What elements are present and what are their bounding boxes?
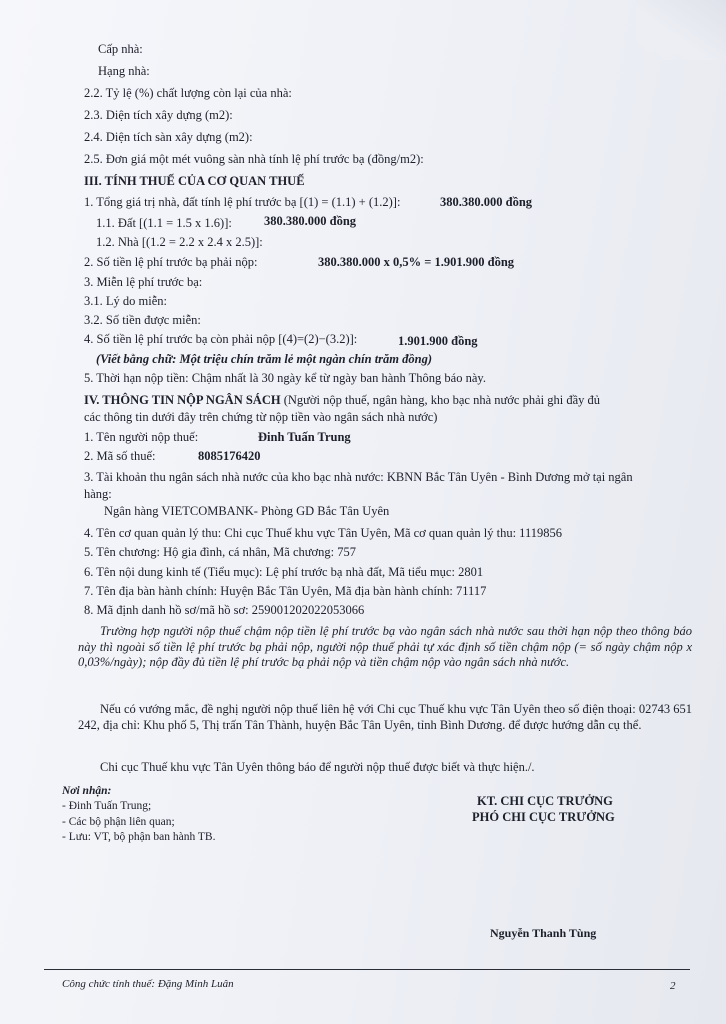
- line-3-4: 4. Số tiền lệ phí trước bạ còn phải nộp [(4)=(2)−(3.2)]:: [84, 332, 358, 346]
- line-2-2: 2.2. Tỷ lệ (%) chất lượng còn lại của nhà:: [84, 86, 292, 100]
- line-4-3: 3. Tài khoản thu ngân sách nhà nước của kho bạc nhà nước: KBNN Bắc Tân Uyên - Bình Dương mở tại ngân: [84, 470, 633, 484]
- taxpayer-name: Đinh Tuấn Trung: [258, 430, 351, 444]
- signature-title-2: PHÓ CHI CỤC TRƯỞNG: [472, 810, 615, 824]
- line-4-3-cont: hàng:: [84, 487, 112, 501]
- line-3-1-1-value: 380.380.000 đồng: [264, 214, 357, 228]
- footer-divider: [44, 969, 690, 970]
- house-class-line: Hạng nhà:: [98, 64, 150, 78]
- recipients-title: Nơi nhận:: [62, 785, 112, 797]
- line-3-1: 1. Tổng giá trị nhà, đất tính lệ phí trước bạ [(1) = (1.1) + (1.2)]:: [84, 195, 401, 209]
- line-3-3: 3. Miễn lệ phí trước bạ:: [84, 275, 203, 289]
- contact-paragraph: Nếu có vướng mắc, đề nghị người nộp thuế liên hệ với Chi cục Thuế khu vực Tân Uyên theo số điện thoại: 02743 651 242, địa chỉ: Khu phố 5, Thị trấn Tân Thành, huyện Bắc Tân Uyên, tỉnh Bình Dương. để được hướng dẫn cụ thể.: [78, 702, 692, 732]
- tax-officer: Công chức tính thuế: Đặng Minh Luân: [62, 978, 234, 990]
- line-3-1-1: 1.1. Đất [(1.1 = 1.5 x 1.6)]:: [96, 216, 232, 230]
- line-3-1-2: 1.2. Nhà [(1.2 = 2.2 x 2.4 x 2.5)]:: [96, 235, 263, 249]
- line-4-2: 2. Mã số thuế:: [84, 449, 156, 463]
- section-3-title: III. TÍNH THUẾ CỦA CƠ QUAN THUẾ: [84, 174, 305, 188]
- line-3-2: 2. Số tiền lệ phí trước bạ phải nộp:: [84, 255, 258, 269]
- line-2-5: 2.5. Đơn giá một mét vuông sàn nhà tính lệ phí trước bạ (đồng/m2):: [84, 152, 424, 166]
- late-payment-note: Trường hợp người nộp thuế chậm nộp tiền lệ phí trước bạ vào ngân sách nhà nước sau thời hạn nộp theo thông báo này thì ngoài số tiền lệ phí trước bạ phải nộp, người nộp thuế phải tự xác định số tiền chậm nộp (= số ngày chậm nộp x 0,03%/ngày); nộp đầy đủ tiền lệ phí trước bạ phải nộp và tiền chậm nộp vào ngân sách nhà nước.: [78, 624, 692, 669]
- line-3-5: 5. Thời hạn nộp tiền: Chậm nhất là 30 ngày kể từ ngày ban hành Thông báo này.: [84, 371, 486, 385]
- line-4-8: 8. Mã định danh hồ sơ/mã hồ sơ: 259001202022053066: [84, 603, 365, 617]
- line-4-5: 5. Tên chương: Hộ gia đình, cá nhân, Mã chương: 757: [84, 545, 356, 559]
- amount-in-words: (Viết bằng chữ: Một triệu chín trăm lẻ một ngàn chín trăm đồng): [96, 352, 433, 366]
- recipient-item: - Lưu: VT, bộ phận ban hành TB.: [62, 831, 216, 843]
- line-4-6: 6. Tên nội dung kinh tế (Tiểu mục): Lệ phí trước bạ nhà đất, Mã tiểu mục: 2801: [84, 565, 484, 579]
- line-3-3-1: 3.1. Lý do miễn:: [84, 294, 167, 308]
- notice-paragraph: Chi cục Thuế khu vực Tân Uyên thông báo để người nộp thuế được biết và thực hiện./.: [100, 760, 535, 774]
- section-4-title: IV. THÔNG TIN NỘP NGÂN SÁCH: [84, 393, 281, 407]
- section-4-title-line: [84, 393, 600, 408]
- section-4-title-note: (Người nộp thuế, ngân hàng, kho bạc nhà nước phải ghi đầy đủ: [280, 393, 600, 407]
- line-3-1-value: 380.380.000 đồng: [440, 195, 533, 209]
- recipient-item: - Các bộ phận liên quan;: [62, 816, 175, 828]
- tax-code: 8085176420: [198, 449, 261, 463]
- line-3-3-2: 3.2. Số tiền được miễn:: [84, 313, 201, 327]
- page-fold: [636, 0, 726, 60]
- recipient-item: - Đinh Tuấn Trung;: [62, 800, 152, 812]
- page-number: 2: [670, 980, 676, 992]
- house-grade-line: Cấp nhà:: [98, 42, 143, 56]
- section-4-subtitle: các thông tin dưới đây trên chứng từ nộp tiền vào ngân sách nhà nước): [84, 410, 438, 424]
- line-4-1: 1. Tên người nộp thuế:: [84, 430, 199, 444]
- line-3-2-value: 380.380.000 x 0,5% = 1.901.900 đồng: [318, 255, 515, 269]
- line-3-4-value: 1.901.900 đồng: [398, 334, 478, 348]
- signer-name: Nguyễn Thanh Tùng: [490, 926, 597, 940]
- bank-name: Ngân hàng VIETCOMBANK- Phòng GD Bắc Tân Uyên: [104, 504, 390, 518]
- line-4-4: 4. Tên cơ quan quản lý thu: Chi cục Thuế khu vực Tân Uyên, Mã cơ quan quản lý thu: 1119856: [84, 526, 563, 540]
- line-2-4: 2.4. Diện tích sàn xây dựng (m2):: [84, 130, 253, 144]
- signature-title-1: KT. CHI CỤC TRƯỞNG: [477, 794, 613, 808]
- line-2-3: 2.3. Diện tích xây dựng (m2):: [84, 108, 233, 122]
- line-4-7: 7. Tên địa bàn hành chính: Huyện Bắc Tân Uyên, Mã địa bàn hành chính: 71117: [84, 584, 487, 598]
